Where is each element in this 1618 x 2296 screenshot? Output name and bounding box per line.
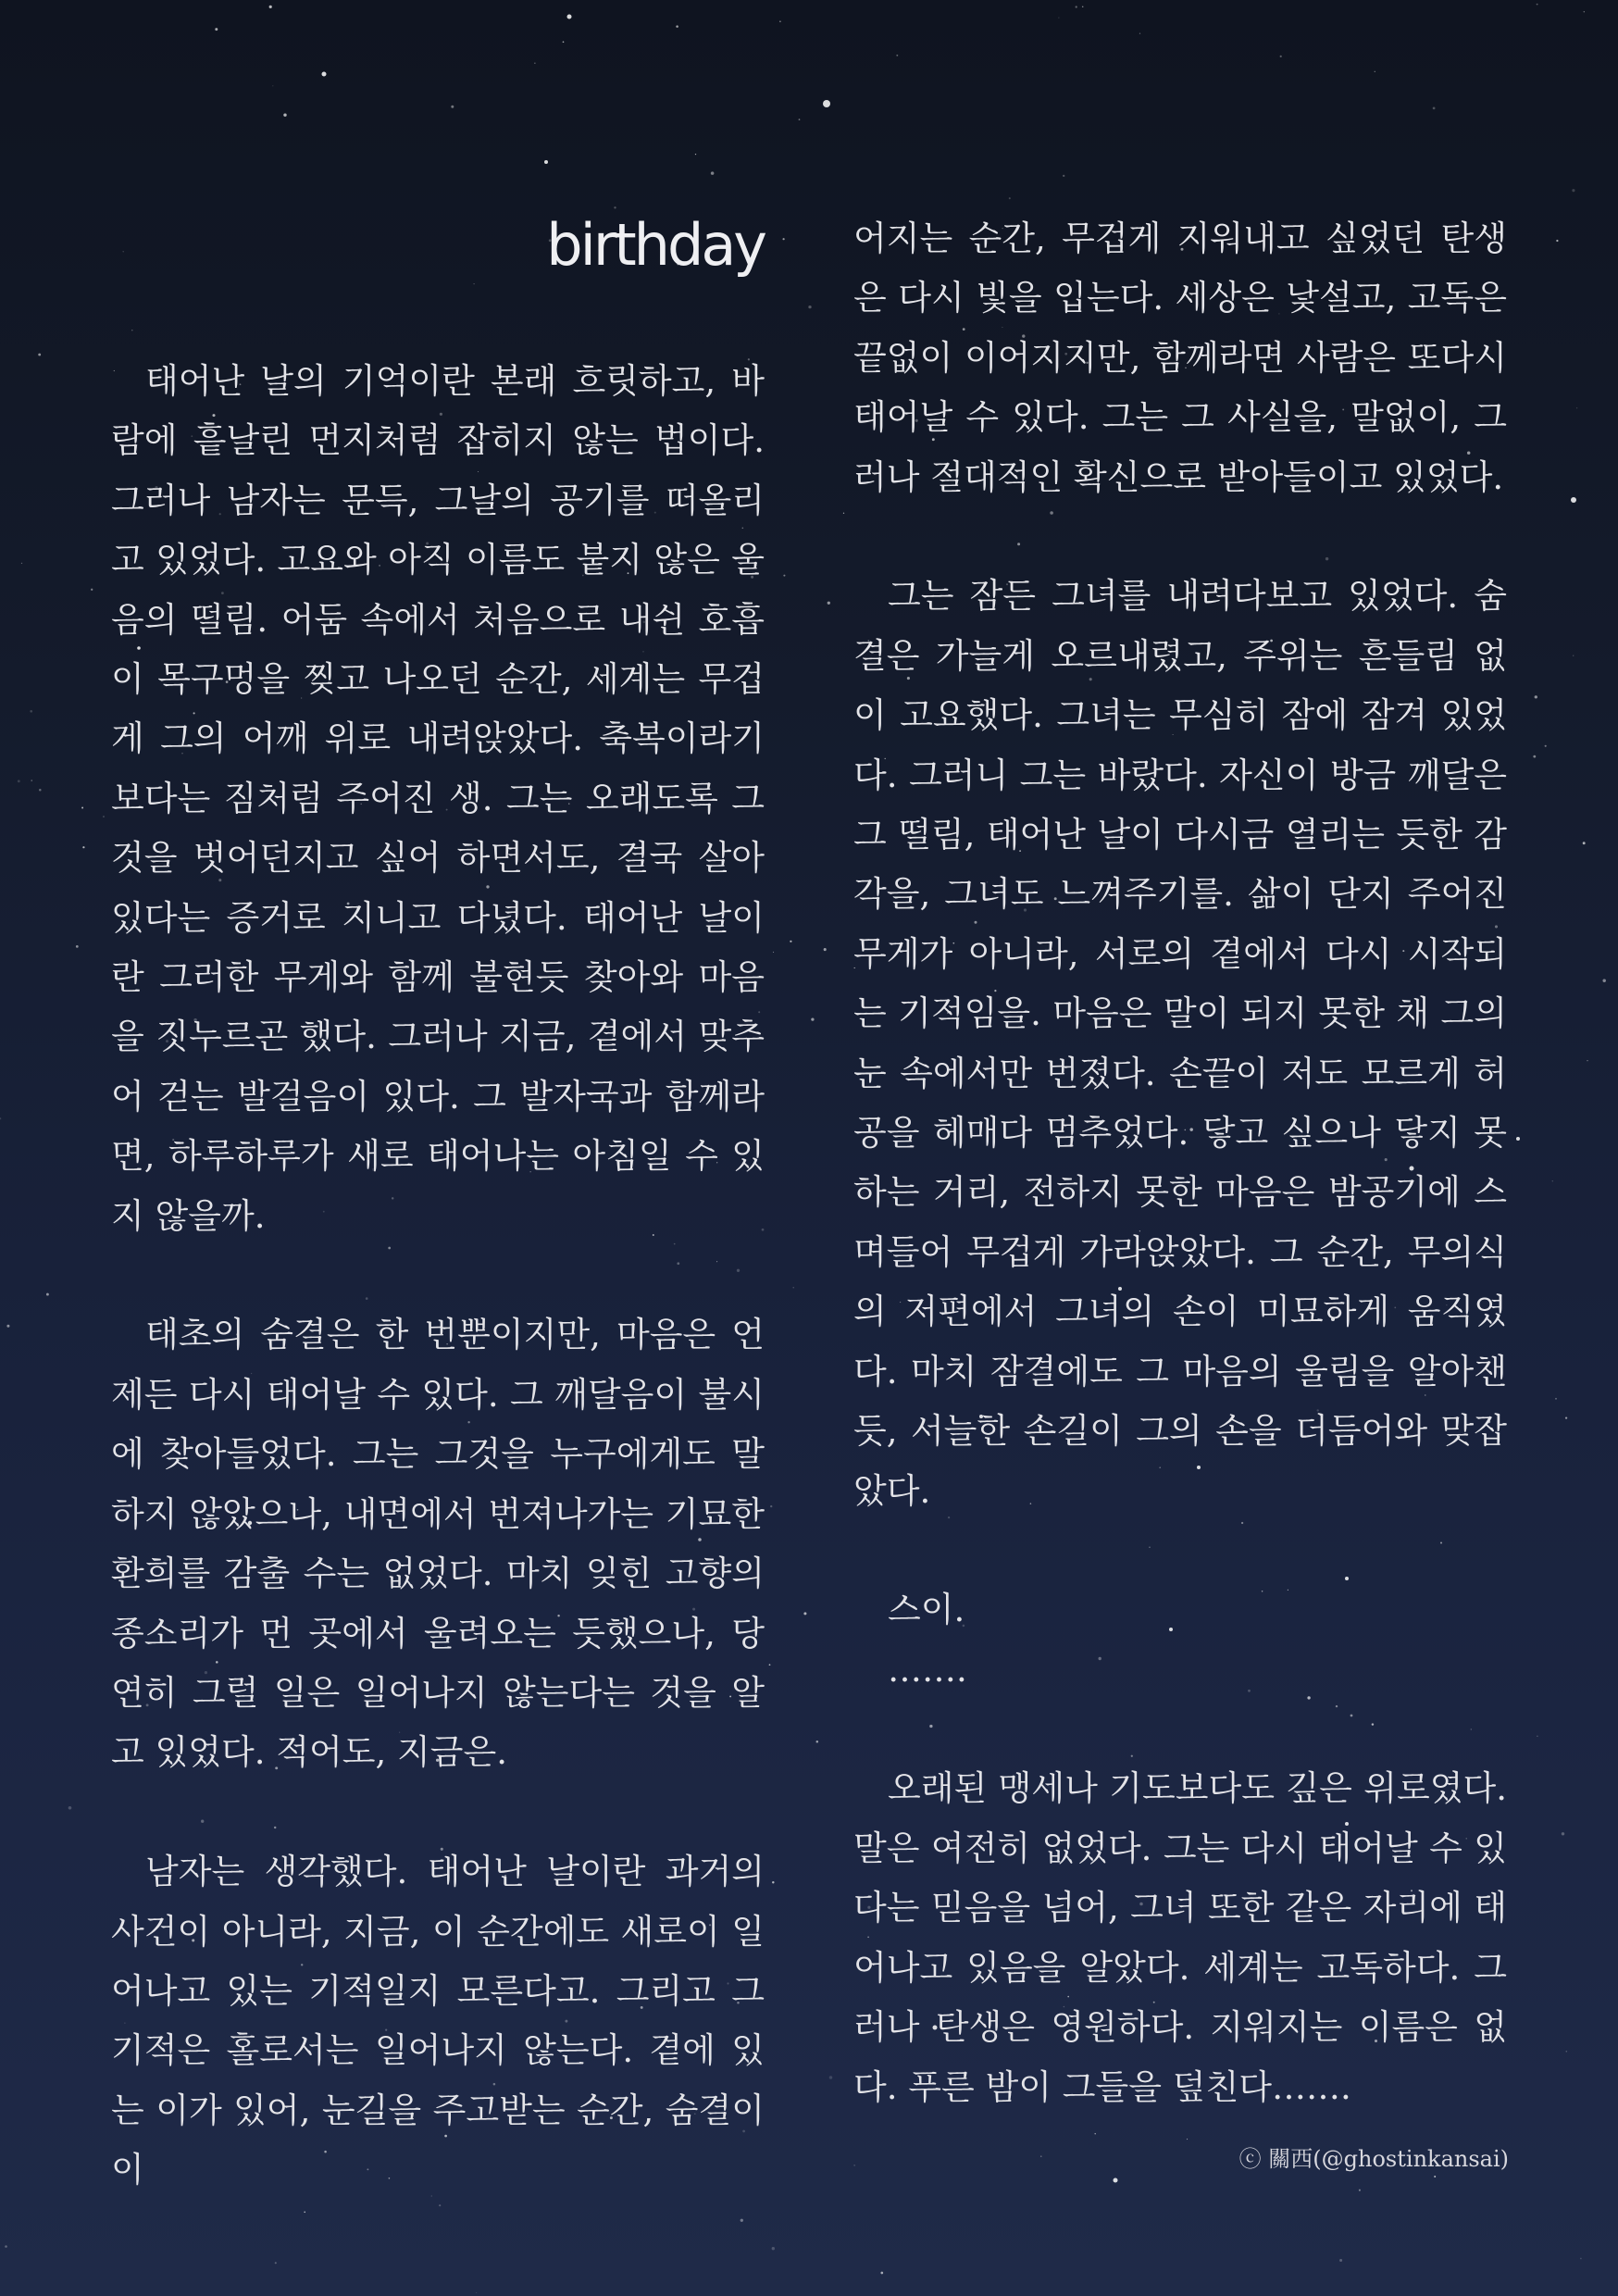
paragraph-2: 태초의 숨결은 한 번뿐이지만, 마음은 언제든 다시 태어날 수 있다. 그 깨달음이 불시에 찾아들었다. 그는 그것을 누구에게도 말하지 않았으나, 내면에서 번져나가는 기묘한 환희를 감출 수는 없었다. 마치 잊힌 고향의 종소리가 먼 곳에서 울려오는 듯했으나, 당연히 그럴 일은 일어나지 않는다는 것을 알고 있었다. 적어도, 지금은.	[111, 1315, 765, 1773]
paragraph-3: 남자는 생각했다. 태어난 날이란 과거의 사건이 아니라, 지금, 이 순간에도 새로이 일어나고 있는 기적일지 모른다고. 그리고 그 기적은 홀로서는 일어나지 않는다. 곁에 있는 이가 있어, 눈길을 주고받는 순간, 숨결이 이	[111, 1852, 765, 2190]
copyright-credit: ⓒ 關西(@ghostinkansai)	[1238, 2146, 1509, 2172]
paragraph-gap	[853, 507, 1507, 567]
paragraph-5: 오래된 맹세나 기도보다도 깊은 위로였다. 말은 여전히 없었다. 그는 다시 태어날 수 있다는 믿음을 넘어, 그녀 또한 같은 자리에 태어나고 있음을 알았다. 세계는 고독하다. 그러나 탄생은 영원하다. 지워지는 이름은 없다. 푸른 밤이 그들을 덮친다…….	[853, 1768, 1507, 2107]
left-column	[111, 352, 765, 2201]
dialogue	[853, 1580, 1507, 1700]
paragraph-3-continued: 어지는 순간, 무겁게 지워내고 싶었던 탄생은 다시 빛을 입는다. 세상은 낯설고, 고독은 끝없이 이어지지만, 함께라면 사람은 또다시 태어날 수 있다. 그는 그 사실을, 말없이, 그러나 절대적인 확신으로 받아들이고 있었다.	[853, 218, 1507, 497]
dialogue-line: …….	[888, 1649, 967, 1690]
paragraph-gap	[853, 1700, 1507, 1759]
paragraph-4: 그는 잠든 그녀를 내려다보고 있었다. 숨결은 가늘게 오르내렸고, 주위는 흔들림 없이 고요했다. 그녀는 무심히 잠에 잠겨 있었다. 그러니 그는 바랐다. 자신이 방금 깨달은 그 떨림, 태어난 날이 다시금 열리는 듯한 감각을, 그녀도 느껴주기를. 삶이 단지 주어진 무게가 아니라, 서로의 곁에서 다시 시작되는 기적임을. 마음은 말이 되지 못한 채 그의 눈 속에서만 번졌다. 손끝이 저도 모르게 허공을 헤매다 멈추었다. 닿고 싶으나 닿지 못하는 거리, 전하지 못한 마음은 밤공기에 스며들어 무겁게 가라앉았다. 그 순간, 무의식의 저편에서 그녀의 손이 미묘하게 움직였다. 마치 잠결에도 그 마음의 울림을 알아챈 듯, 서늘한 손길이 그의 손을 더듬어와 맞잡았다.	[853, 576, 1507, 1511]
dialogue-line: 스이.	[888, 1590, 965, 1630]
paragraph-1: 태어난 날의 기억이란 본래 흐릿하고, 바람에 흩날린 먼지처럼 잡히지 않는 법이다. 그러나 남자는 문득, 그날의 공기를 떠올리고 있었다. 고요와 아직 이름도 붙지 않은 울음의 떨림. 어둠 속에서 처음으로 내쉰 호흡이 목구멍을 찢고 나오던 순간, 세계는 무겁게 그의 어깨 위로 내려앉았다. 축복이라기보다는 짐처럼 주어진 생. 그는 오래도록 그것을 벗어던지고 싶어 하면서도, 결국 살아 있다는 증거로 지니고 다녔다. 태어난 날이란 그러한 무게와 함께 불현듯 찾아와 마음을 짓누르곤 했다. 그러나 지금, 곁에서 맞추어 걷는 발걸음이 있다. 그 발자국과 함께라면, 하루하루가 새로 태어나는 아침일 수 있지 않을까.	[111, 361, 765, 1236]
page-title: birthday	[546, 211, 765, 279]
right-column	[853, 209, 1507, 2117]
paragraph-gap	[111, 1783, 765, 1842]
paragraph-gap	[853, 1521, 1507, 1580]
paragraph-gap	[111, 1246, 765, 1305]
